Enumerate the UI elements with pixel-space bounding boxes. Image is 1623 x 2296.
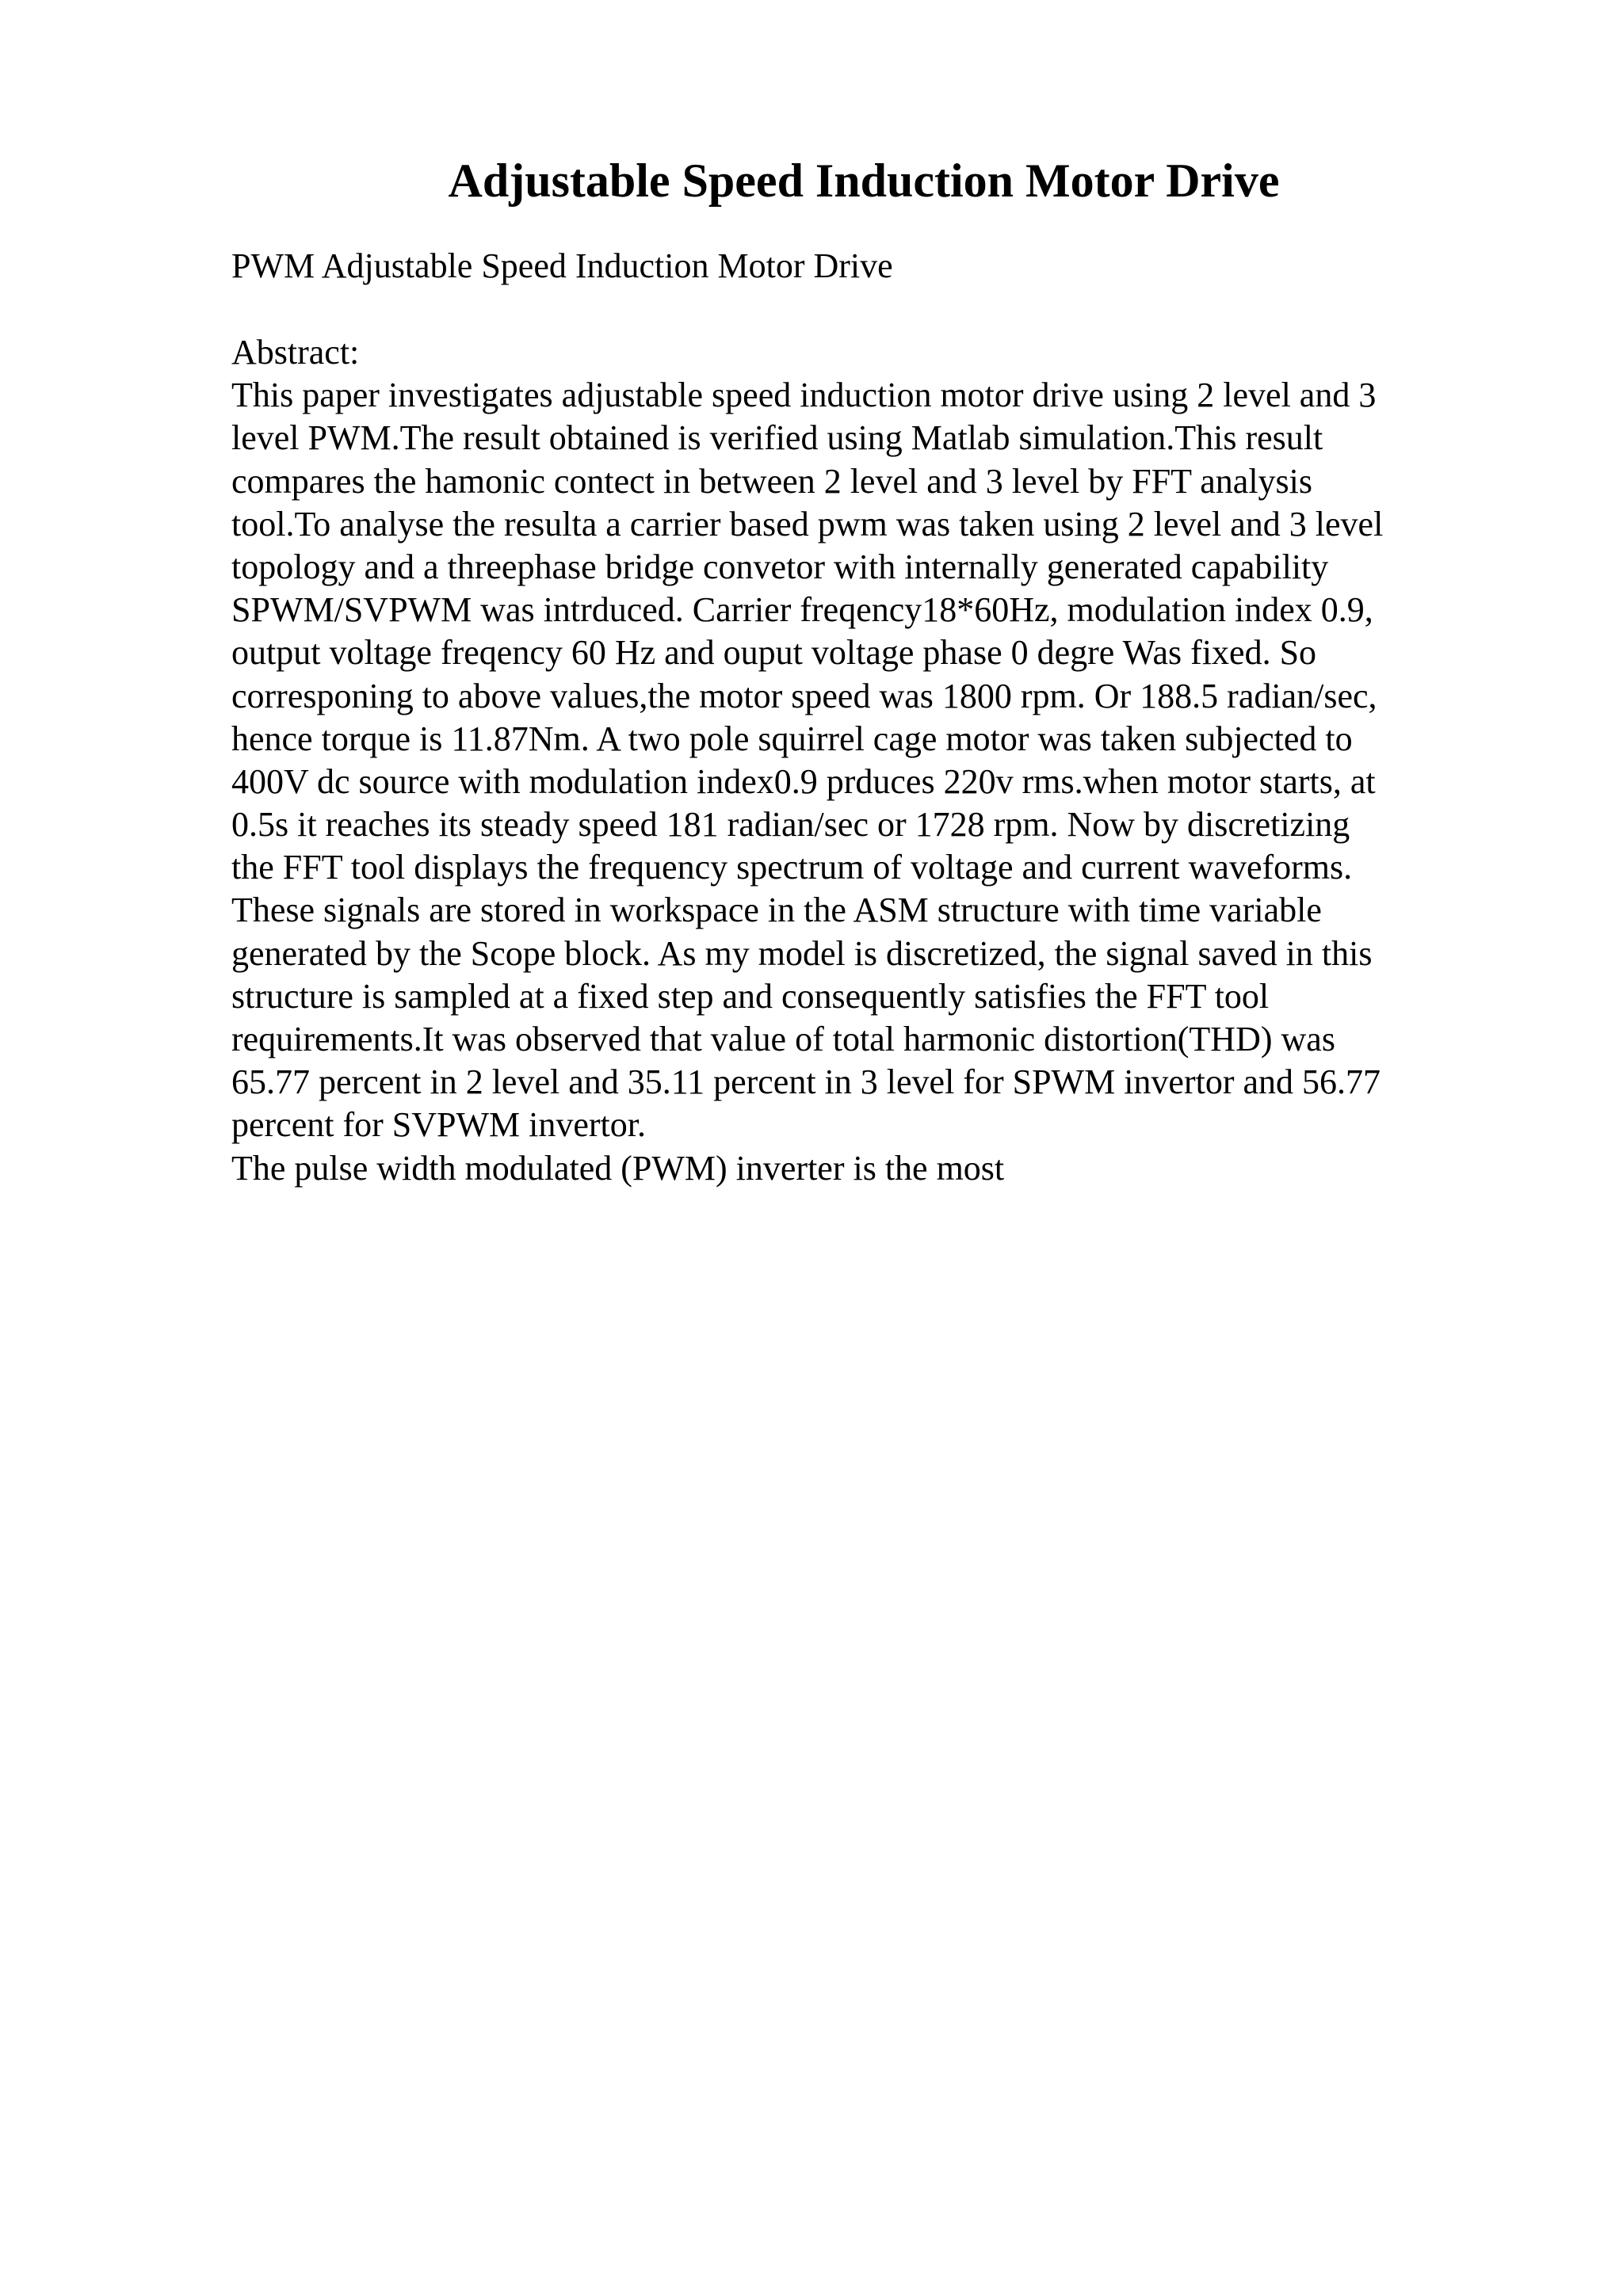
abstract-line: the FFT tool displays the frequency spectrum of voltage and current waveforms. [231,848,1353,887]
abstract-line: compares the hamonic contect in between 2 level and 3 level by FFT analysis [231,461,1313,501]
abstract-line: requirements.It was observed that value of total harmonic distortion(THD) was [231,1020,1335,1058]
abstract-line: This paper investigates adjustable speed induction motor drive using 2 level and 3 [231,376,1377,415]
abstract-line: 0.5s it reaches its steady speed 181 radian/sec or 1728 rpm. Now by discretizing [231,805,1350,845]
document-title: Adjustable Speed Induction Motor Drive [448,154,1280,207]
abstract-line: corresponing to above values,the motor speed was 1800 rpm. Or 188.5 radian/sec, [231,676,1377,715]
trailing-line: The pulse width modulated (PWM) inverter is the most [231,1148,1005,1188]
abstract-line: percent for SVPWM invertor. [231,1105,646,1145]
document-subtitle: PWM Adjustable Speed Induction Motor Drive [231,246,893,285]
abstract-line: SPWM/SVPWM was intrduced. Carrier freqency18*60Hz, modulation index 0.9, [231,590,1373,630]
abstract-line: 400V dc source with modulation index0.9 prduces 220v rms.when motor starts, at [231,761,1376,801]
abstract-heading: Abstract: [231,333,360,372]
abstract-line: tool.To analyse the resulta a carrier based pwm was taken using 2 level and 3 level [231,504,1384,543]
abstract-line: topology and a threephase bridge convetor with internally generated capability [231,547,1329,586]
abstract-line: output voltage freqency 60 Hz and ouput voltage phase 0 degre Was fixed. So [231,633,1317,673]
abstract-section [231,331,1579,1190]
abstract-line: generated by the Scope block. As my model is discretized, the signal saved in this [231,933,1373,973]
abstract-line: 65.77 percent in 2 level and 35.11 percent in 3 level for SPWM invertor and 56.77 [231,1062,1381,1102]
abstract-line: structure is sampled at a fixed step and consequently satisfies the FFT tool [231,976,1270,1016]
abstract-line: level PWM.The result obtained is verified using Matlab simulation.This result [231,418,1323,458]
abstract-line: hence torque is 11.87Nm. A two pole squirrel cage motor was taken subjected to [231,719,1353,758]
abstract-line: These signals are stored in workspace in the ASM structure with time variable [231,891,1322,930]
